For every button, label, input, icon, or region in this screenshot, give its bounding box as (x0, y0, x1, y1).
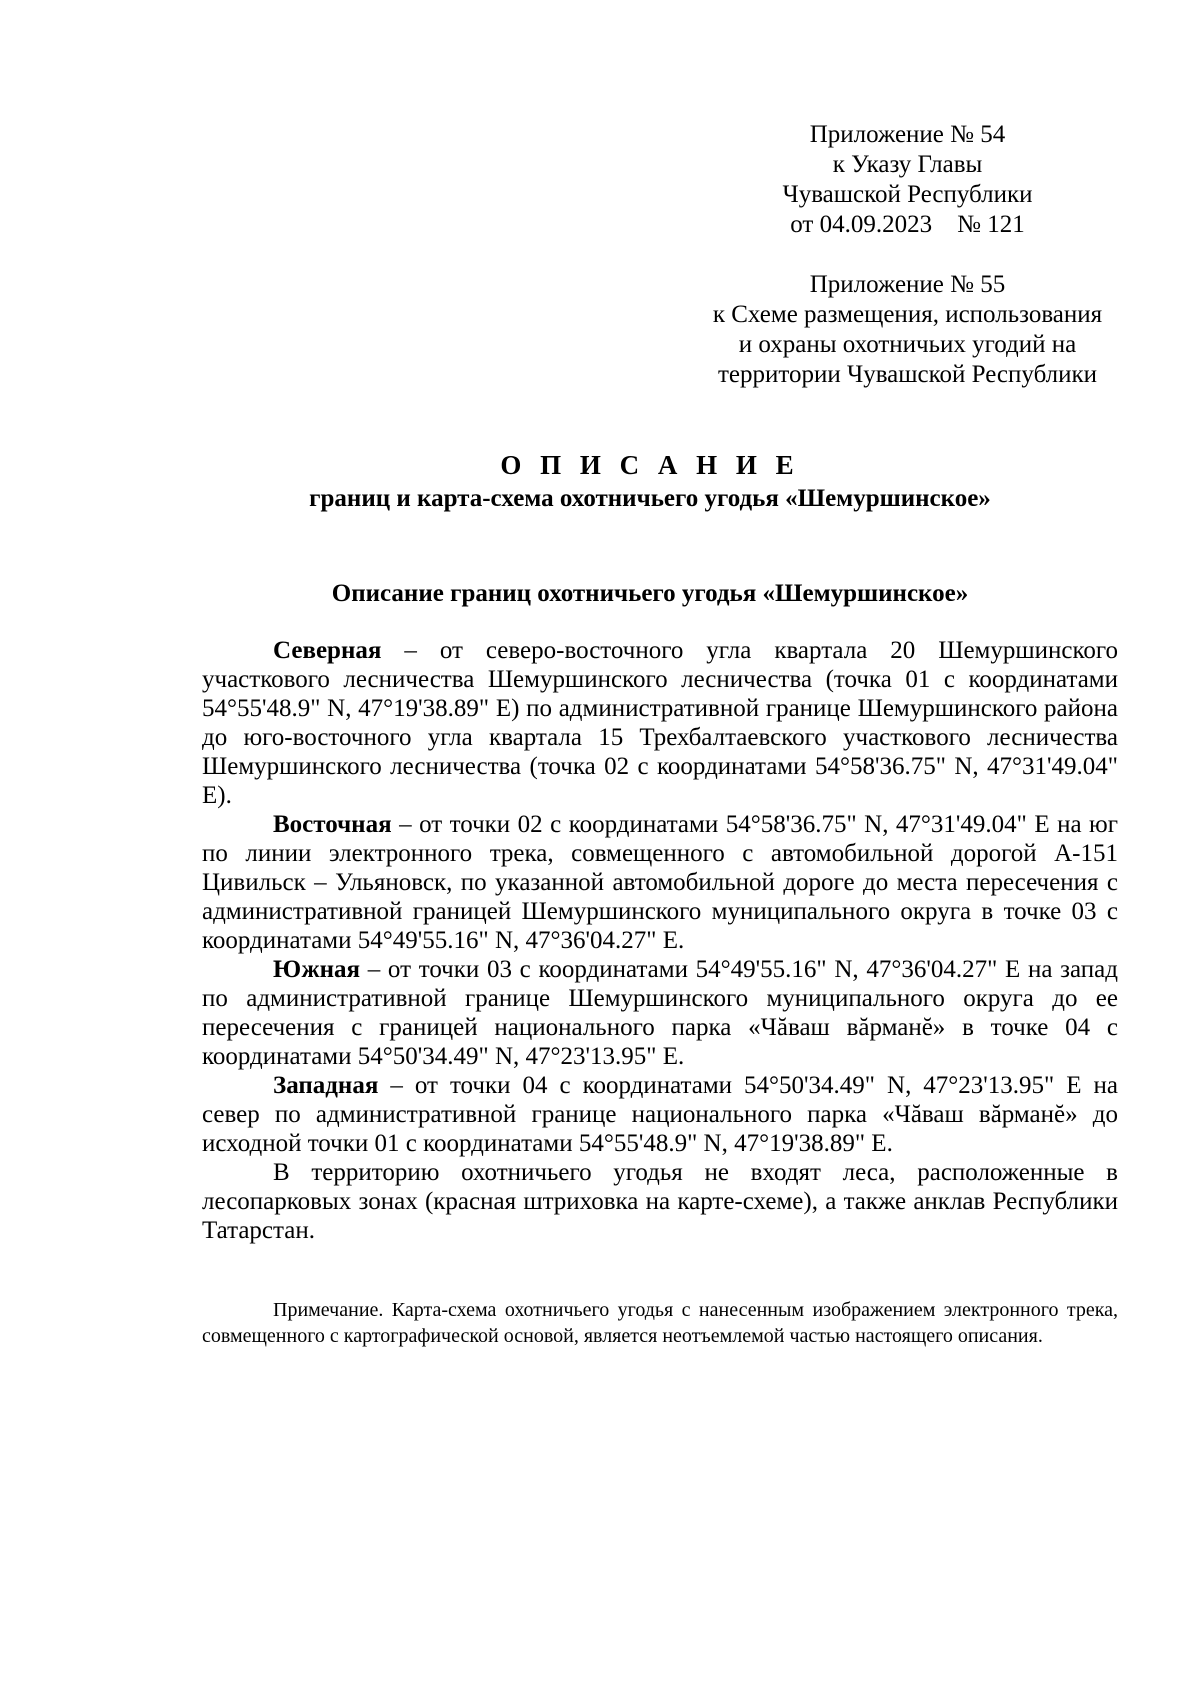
title-subtitle: границ и карта-схема охотничьего угодья «Шемуршинское» (309, 485, 991, 512)
appendix-54-decree: к Указу Главы (832, 151, 983, 178)
boundary-east-text: – от точки 02 с координатами 54°58'36.75" N, 47°31'49.04" E на юг по линии электронного трека, совмещенного с автомобильной дорогой А-151 Цивильск – Ульяновск, по указанной автомобильной дороге до места пересечения с административной границей Шемуршинского муниципального округа в точке 03 с координатами 54°49'55.16" N, 47°36'04.27" E. (202, 811, 1118, 954)
appendix-54-header (690, 120, 1125, 240)
boundary-east-label: Восточная (273, 811, 392, 838)
boundary-west-text: – от точки 04 с координатами 54°50'34.49" N, 47°23'13.95" E на север по административной границе национального парка «Чăваш вăрманĕ» до исходной точки 01 с координатами 54°55'48.9" N, 47°19'38.89" E. (202, 1072, 1118, 1157)
note (202, 1297, 1118, 1349)
appendix-55-header (690, 270, 1125, 390)
section-heading: Описание границ охотничьего угодья «Шемуршинское» (331, 580, 969, 607)
appendix-55-protection: и охраны охотничьих угодий на (738, 331, 1077, 358)
note-text: Примечание. Карта-схема охотничьего угодья с нанесенным изображением электронного трека, совмещенного с картографической основой, является неотъемлемой частью настоящего описания. (202, 1299, 1118, 1347)
appendix-54-republic: Чувашской Республики (782, 181, 1033, 208)
appendix-54-number: Приложение № 54 (809, 121, 1006, 148)
boundary-south (202, 955, 1118, 1071)
exclusion-paragraph: В территорию охотничьего угодья не входят леса, расположенные в лесопарковых зонах (красная штриховка на карте-схеме), а также анклав Республики Татарстан. (202, 1159, 1118, 1244)
boundary-south-text: – от точки 03 с координатами 54°49'55.16" N, 47°36'04.27" E на запад по административной границе Шемуршинского муниципального округа до ее пересечения с границей национального парка «Чăваш вăрманĕ» в точке 04 с координатами 54°50'34.49" N, 47°23'13.95" E. (202, 956, 1118, 1070)
appendix-54-date: от 04.09.2023 № 121 (790, 211, 1025, 238)
appendix-55-territory: территории Чувашской Республики (717, 361, 1098, 388)
appendix-55-number: Приложение № 55 (809, 271, 1006, 298)
boundary-north (202, 636, 1118, 810)
document-title (200, 448, 1100, 516)
boundary-west-label: Западная (273, 1072, 379, 1099)
boundary-description (202, 636, 1118, 1245)
title-main: О П И С А Н И Е (500, 450, 800, 480)
boundary-north-label: Северная (273, 637, 382, 664)
boundary-west (202, 1071, 1118, 1158)
boundary-south-label: Южная (273, 956, 361, 983)
appendix-55-scheme: к Схеме размещения, использования (712, 301, 1103, 328)
boundary-east (202, 810, 1118, 955)
boundary-north-text: – от северо-восточного угла квартала 20 Шемуршинского участкового лесничества Шемуршинского лесничества (точка 01 с координатами 54°55'48.9" N, 47°19'38.89" E) по административной границе Шемуршинского района до юго-восточного угла квартала 15 Трехбалтаевского участкового лесничества Шемуршинского лесничества (точка 02 с координатами 54°58'36.75" N, 47°31'49.04" E). (202, 637, 1118, 809)
